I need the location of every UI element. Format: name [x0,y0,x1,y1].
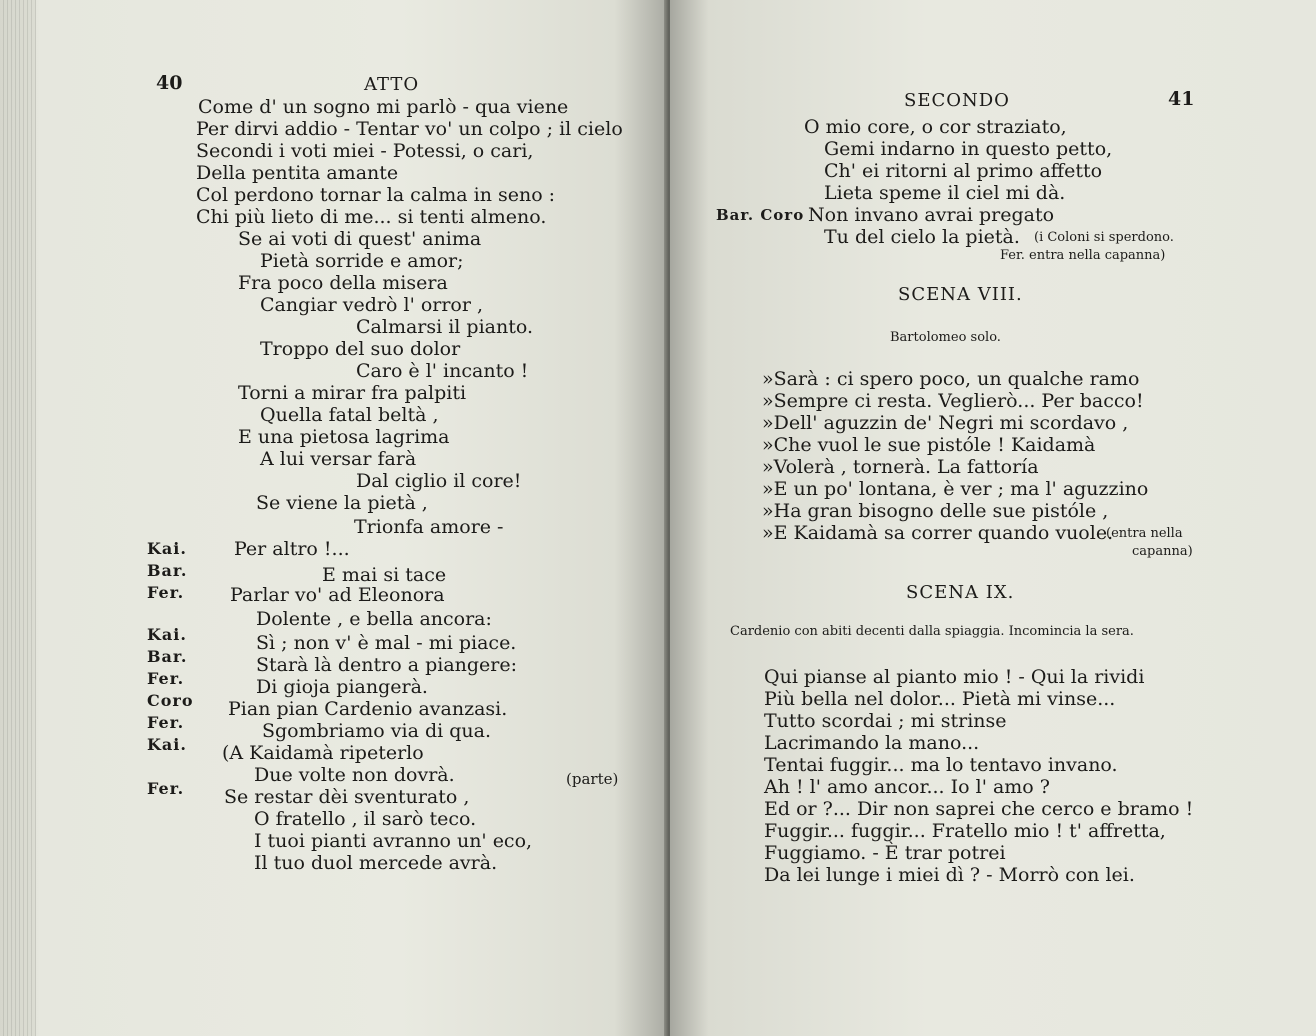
verse-line: Se viene la pietà , [256,492,428,514]
verse-line: E mai si tace [322,564,447,586]
verse-line: »E Kaidamà sa correr quando vuole. [762,522,1114,544]
speaker-label: Fer. [147,713,185,732]
verse-line: Lieta speme il ciel mi dà. [824,182,1066,204]
verse-line: Cangiar vedrò l' orror , [260,294,484,316]
verse-line: Due volte non dovrà. [254,764,455,786]
verse-line: Ah ! l' amo ancor... Io l' amo ? [764,776,1050,798]
stage-direction: capanna) [1132,544,1193,559]
speaker-label: Kai. [147,539,187,558]
verse-line: (A Kaidamà ripeterlo [222,742,424,764]
verse-line: Pian pian Cardenio avanzasi. [228,698,508,720]
verse-line: Col perdono tornar la calma in seno : [196,184,556,206]
verse-line: »Volerà , tornerà. La fattoría [762,456,1039,478]
verse-line: Più bella nel dolor... Pietà mi vinse... [764,688,1116,710]
verse-line: Per altro !... [234,538,350,560]
verse-line: Starà là dentro a piangere: [256,654,518,676]
verse-line: Fuggiamo. - È trar potrei [764,842,1006,864]
page-number: 40 [156,72,183,94]
verse-line: Come d' un sogno mi parlò - qua viene [198,96,569,118]
scene-note: Bartolomeo solo. [890,330,1001,345]
verse-line: Torni a mirar fra palpiti [238,382,467,404]
verse-line: »Sempre ci resta. Veglierò... Per bacco! [762,390,1144,412]
verse-line: I tuoi pianti avranno un' eco, [254,830,533,852]
page-number: 41 [1168,88,1195,110]
running-head: SECONDO [904,90,1010,111]
speaker-label: Bar. [147,561,188,580]
stage-direction: (i Coloni si sperdono. [1034,230,1174,245]
speaker-label: Bar. Coro [716,206,805,224]
verse-line: Pietà sorride e amor; [260,250,464,272]
stage-direction: (parte) [566,770,619,788]
verse-line: Da lei lunge i miei dì ? - Morrò con lei. [764,864,1135,886]
verse-line: Qui pianse al pianto mio ! - Qui la rividi [764,666,1145,688]
stage-direction: (entra nella [1106,526,1183,541]
verse-line: Tentai fuggir... ma lo tentavo invano. [764,754,1118,776]
verse-line: Il tuo duol mercede avrà. [254,852,498,874]
verse-line: Dal ciglio il core! [356,470,522,492]
verse-line: Ed or ?... Dir non saprei che cerco e bramo ! [764,798,1194,820]
speaker-label: Kai. [147,735,187,754]
verse-line: »Dell' aguzzin de' Negri mi scordavo , [762,412,1129,434]
verse-line: Chi più lieto di me... si tenti almeno. [196,206,547,228]
speaker-label: Fer. [147,669,185,688]
right-page [670,0,1316,1036]
verse-line: Di gioja piangerà. [256,676,428,698]
verse-line: »Ha gran bisogno delle sue pistóle , [762,500,1109,522]
verse-line: Parlar vo' ad Eleonora [230,584,445,606]
verse-line: Quella fatal beltà , [260,404,439,426]
verse-line: Non invano avrai pregato [808,204,1055,226]
verse-line: Fra poco della misera [238,272,448,294]
verse-line: Sgombriamo via di qua. [262,720,492,742]
verse-line: Gemi indarno in questo petto, [824,138,1113,160]
verse-line: Caro è l' incanto ! [356,360,529,382]
verse-line: Dolente , e bella ancora: [256,608,492,630]
verse-line: Della pentita amante [196,162,399,184]
running-head: ATTO [364,74,420,95]
page-edges [0,0,36,1036]
verse-line: O mio core, o cor straziato, [804,116,1067,138]
scene-heading: SCENA VIII. [898,284,1023,305]
verse-line: Se restar dèi sventurato , [224,786,470,808]
verse-line: Ch' ei ritorni al primo affetto [824,160,1103,182]
speaker-label: Bar. [147,647,188,666]
verse-line: Tu del cielo la pietà. [824,226,1020,248]
speaker-label: Coro [147,691,194,710]
stage-direction: Fer. entra nella capanna) [1000,248,1166,263]
verse-line: A lui versar farà [260,448,417,470]
verse-line: »Sarà : ci spero poco, un qualche ramo [762,368,1140,390]
verse-line: Sì ; non v' è mal - mi piace. [256,632,517,654]
verse-line: O fratello , il sarò teco. [254,808,477,830]
verse-line: Tutto scordai ; mi strinse [764,710,1007,732]
verse-line: »E un po' lontana, è ver ; ma l' aguzzino [762,478,1149,500]
verse-line: Trionfa amore - [354,516,504,538]
verse-line: Per dirvi addio - Tentar vo' un colpo ; il cielo [196,118,623,140]
verse-line: Troppo del suo dolor [260,338,461,360]
verse-line: »Che vuol le sue pistóle ! Kaidamà [762,434,1096,456]
speaker-label: Fer. [147,583,185,602]
verse-line: Lacrimando la mano... [764,732,980,754]
scene-heading: SCENA IX. [906,582,1015,603]
verse-line: Calmarsi il pianto. [356,316,534,338]
verse-line: Fuggir... fuggir... Fratello mio ! t' affretta, [764,820,1166,842]
verse-line: Secondi i voti miei - Potessi, o cari, [196,140,534,162]
verse-line: Se ai voti di quest' anima [238,228,482,250]
speaker-label: Kai. [147,625,187,644]
verse-line: E una pietosa lagrima [238,426,450,448]
speaker-label: Fer. [147,779,185,798]
scene-note: Cardenio con abiti decenti dalla spiaggia. Incomincia la sera. [730,624,1134,639]
